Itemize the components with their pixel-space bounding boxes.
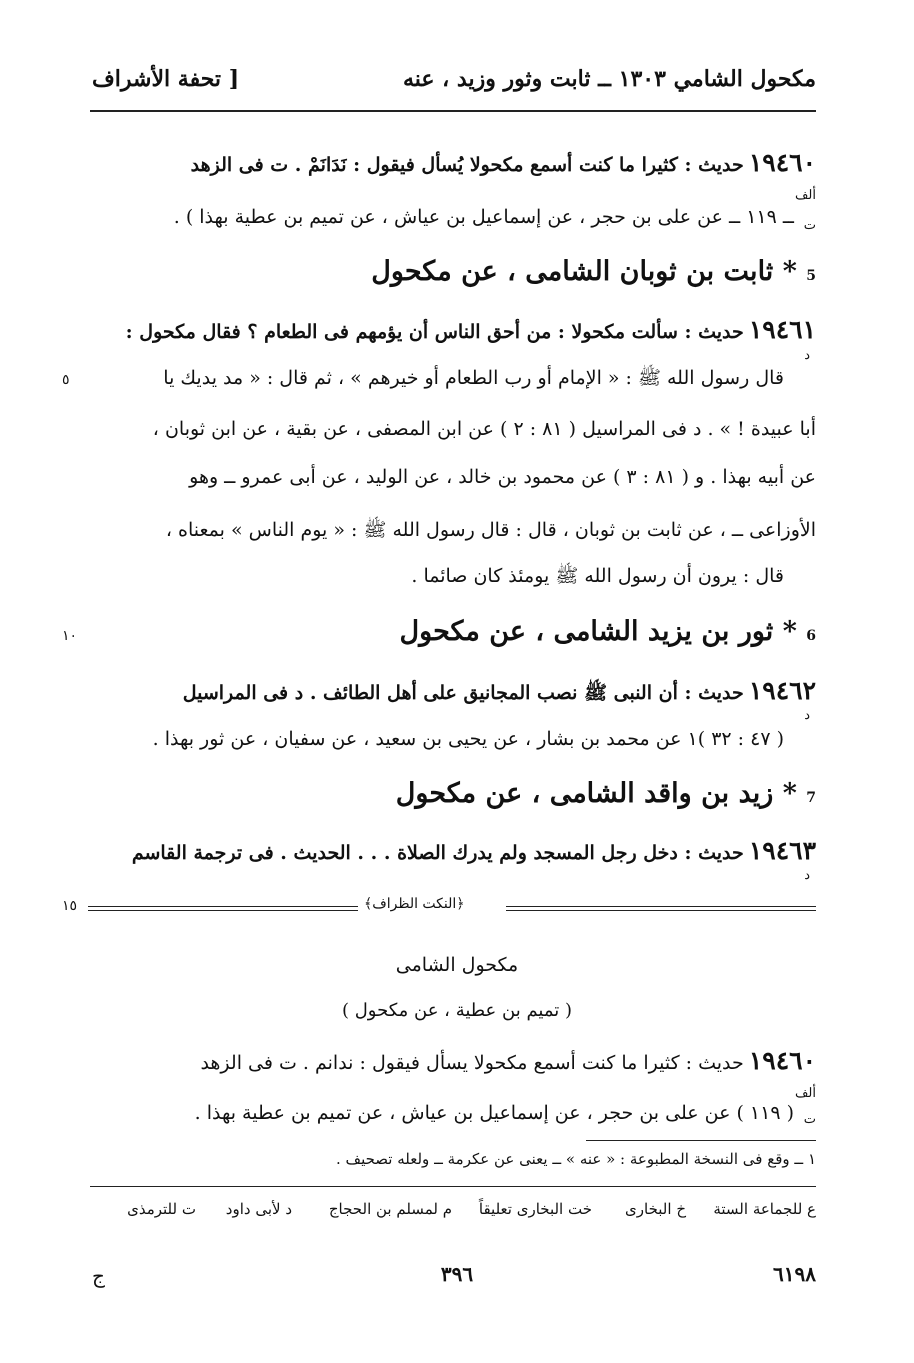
- hadith-text-line: قال : يرون أن رسول الله ﷺ يومئذ كان صائما .: [411, 565, 784, 587]
- abbreviation: خ البخارى: [625, 1200, 686, 1218]
- abbreviation: ت للترمذى: [127, 1200, 196, 1218]
- section-marker: 7: [806, 790, 816, 806]
- section-title: * ثور بن يزيد الشامى ، عن مكحول: [399, 616, 797, 647]
- hadith-entry-19460: [191, 148, 816, 177]
- abbreviation: م لمسلم بن الحجاج: [328, 1200, 452, 1218]
- margin-line-number: ١٥: [62, 898, 78, 914]
- hadith-text: حديث : دخل رجل المسجد ولم يدرك الصلاة . . . الحديث . فى ترجمة القاسم: [131, 842, 744, 864]
- nukat-entry-19460: [200, 1046, 816, 1075]
- margin-line-number: ١٠: [62, 628, 78, 644]
- hadith-text-line: قال رسول الله ﷺ : « الإمام أو رب الطعام أو خيرهم » ، ثم قال : « مد يديك يا: [163, 367, 784, 389]
- nukat-label: النكت الظراف: [372, 896, 457, 912]
- siglum: ألف: [794, 188, 816, 203]
- hadith-isnad: ( ١١٩ ) عن على بن حجر ، عن إسماعيل بن عياش ، عن تميم بن عطية بهذا .: [194, 1102, 794, 1124]
- hadith-number: ١٩٤٦٠: [748, 148, 816, 177]
- hadith-text-line: عن أبيه بهذا . و ( ٨١ : ٣ ) عن محمود بن خالد ، عن الوليد ، عن أبى عمرو ــ وهو: [189, 466, 816, 488]
- hadith-text: حديث : كثيرا ما كنت أسمع مكحولا يُسأل فيقول : نَدَانَمْ . ت فى الزهد: [190, 154, 744, 176]
- abbreviation: د لأبى داود: [225, 1200, 292, 1218]
- nukat-title: مكحول الشامى: [395, 954, 519, 976]
- hadith-number: ١٩٤٦٢: [748, 676, 816, 705]
- nukat-divider-label: ﴿النكت الظراف﴾: [364, 896, 465, 912]
- abbreviation: خت البخارى تعليقاً: [478, 1200, 592, 1218]
- section-marker: 5: [806, 268, 816, 284]
- hadith-entry-19462: [183, 676, 816, 709]
- siglum: ت: [803, 218, 816, 233]
- section-title: * زيد بن واقد الشامى ، عن مكحول: [395, 778, 797, 809]
- hadith-isnad: ( ٤٧ : ٣٢ )١ عن محمد بن بشار ، عن يحيى بن سعيد ، عن سفيان ، عن ثور بهذا .: [152, 728, 784, 750]
- hadith-text-line: الأوزاعى ــ ، عن ثابت بن ثوبان ، قال : قال رسول الله ﷺ : « يوم الناس » بمعناه ،: [165, 519, 816, 541]
- hadith-isnad: ــ ١١٩ ــ عن على بن حجر ، عن إسماعيل بن عياش ، عن تميم بن عطية بهذا ) .: [173, 206, 794, 228]
- hadith-text: حديث : سألت مكحولا : من أحق الناس أن يؤمهم فى الطعام ؟ فقال مكحول :: [125, 321, 744, 343]
- section-title: * ثابت بن ثوبان الشامى ، عن مكحول: [371, 256, 797, 287]
- divider-rule-right-2: [506, 910, 816, 911]
- section-marker: 6: [806, 628, 816, 644]
- footnote-rule: [586, 1140, 816, 1141]
- siglum: ت: [803, 1112, 816, 1127]
- divider-rule-left-2: [88, 910, 358, 911]
- hadith-text: حديث : كثيرا ما كنت أسمع مكحولا يسأل فيقول : ندانم . ت فى الزهد: [200, 1052, 744, 1074]
- hadith-entry-19463: [132, 836, 816, 865]
- hadith-number: ١٩٤٦١: [748, 315, 816, 344]
- divider-rule-right: [506, 906, 816, 907]
- abbreviations-rule: [90, 1186, 816, 1187]
- section-heading: [400, 616, 817, 647]
- siglum: د: [804, 708, 810, 723]
- siglum: د: [804, 348, 810, 363]
- hadith-text-line: أبا عبيدة ! » . د فى المراسيل ( ٨١ : ٢ ) عن ابن المصفى ، عن بقية ، عن ابن ثوبان ،: [152, 418, 816, 440]
- hadith-text: حديث : أن النبى ﷺ نصب المجانيق على أهل الطائف . د فى المراسيل: [182, 682, 744, 704]
- running-header-book: [ تحفة الأشراف: [92, 66, 240, 92]
- hadith-number: ١٩٤٦٣: [748, 836, 816, 865]
- abbreviation: ع للجماعة الستة: [713, 1200, 816, 1218]
- margin-line-number: ٥: [62, 372, 70, 388]
- footnote: ١ ــ وقع فى النسخة المطبوعة : « عنه » ــ يعنى عن عكرمة ــ ولعله تصحيف .: [336, 1150, 816, 1168]
- section-heading: [396, 778, 816, 809]
- volume-marker: ج: [92, 1264, 105, 1288]
- siglum: ألف: [794, 1086, 816, 1101]
- page-number: ٣٩٦: [440, 1262, 474, 1286]
- hadith-entry-19461: [126, 315, 816, 344]
- section-heading: [371, 256, 816, 287]
- volume-page-number: ٦١٩٨: [773, 1262, 816, 1286]
- nukat-subtitle: ( تميم بن عطية ، عن مكحول ): [341, 1000, 573, 1021]
- header-rule: [90, 110, 816, 112]
- hadith-number: ١٩٤٦٠: [748, 1046, 816, 1075]
- running-header-title: مكحول الشامي ١٣٠٣ ــ ثابت وثور وزيد ، عنه: [402, 66, 816, 92]
- siglum: د: [804, 868, 810, 883]
- divider-rule-left: [88, 906, 358, 907]
